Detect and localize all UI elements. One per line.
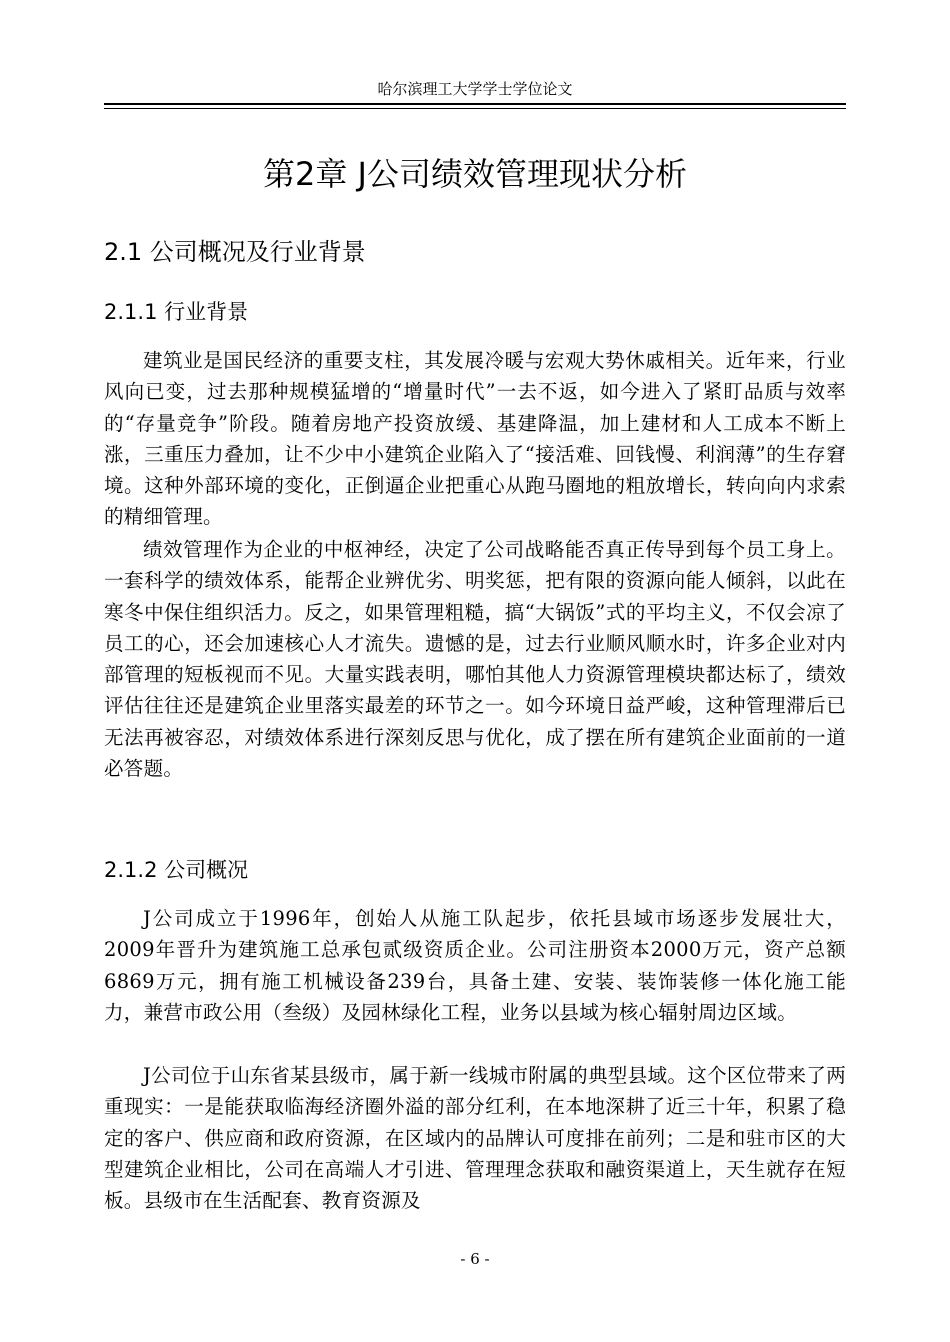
paragraph-industry-1: 建筑业是国民经济的重要支柱，其发展冷暖与宏观大势休戚相关。近年来，行业风向已变，过去那种规模猛增的“增量时代”一去不返，如今进入了紧盯品质与效率的“存量竞争”阶段。随着房地产投资放缓、基建降温，加上建材和人工成本不断上涨，三重压力叠加，让不少中小建筑企业陷入了“接活难、回钱慢、利润薄”的生存窘境。这种外部环境的变化，正倒逼企业把重心从跑马圈地的粗放增长，转向向内求索的精细管理。 (104, 349, 846, 529)
section-2-1-2-title: 2.1.2 公司概况 (104, 858, 249, 882)
running-header: 哈尔滨理工大学学士学位论文 (377, 80, 573, 98)
page-number: - 6 - (460, 1250, 490, 1268)
paragraph-company-2: J公司位于山东省某县级市，属于新一线城市附属的典型县域。这个区位带来了两重现实：一是能获取临海经济圈外溢的部分红利，在本地深耕了近三十年，积累了稳定的客户、供应商和政府资源，在区域内的品牌认可度排在前列；二是和驻市区的大型建筑企业相比，公司在高端人才引进、管理理念获取和融资渠道上，天生就存在短板。县级市在生活配套、教育资源及 (104, 1064, 846, 1213)
chapter-title: 第2章 J公司绩效管理现状分析 (263, 155, 687, 193)
section-2-1-1-title: 2.1.1 行业背景 (104, 300, 249, 324)
header-rule-thick (104, 103, 846, 105)
header-rule-thin (104, 108, 846, 109)
section-2-1-title: 2.1 公司概况及行业背景 (104, 238, 366, 266)
paragraph-industry-2: 绩效管理作为企业的中枢神经，决定了公司战略能否真正传导到每个员工身上。一套科学的绩效体系，能帮企业辨优劣、明奖惩，把有限的资源向能人倾斜，以此在寒冬中保住组织活力。反之，如果管理粗糙，搞“大锅饭”式的平均主义，不仅会凉了员工的心，还会加速核心人才流失。遗憾的是，过去行业顺风顺水时，许多企业对内部管理的短板视而不见。大量实践表明，哪怕其他人力资源管理模块都达标了，绩效评估往往还是建筑企业里落实最差的环节之一。如今环境日益严峻，这种管理滞后已无法再被容忍，对绩效体系进行深刻反思与优化，成了摆在所有建筑企业面前的一道必答题。 (104, 538, 846, 781)
paragraph-company-1: J公司成立于1996年，创始人从施工队起步，依托县域市场逐步发展壮大，2009年晋升为建筑施工总承包贰级资质企业。公司注册资本2000万元，资产总额6869万元，拥有施工机械设备239台，具备土建、安装、装饰装修一体化施工能力，兼营市政公用（叁级）及园林绿化工程，业务以县域为核心辐射周边区域。 (104, 907, 846, 1024)
